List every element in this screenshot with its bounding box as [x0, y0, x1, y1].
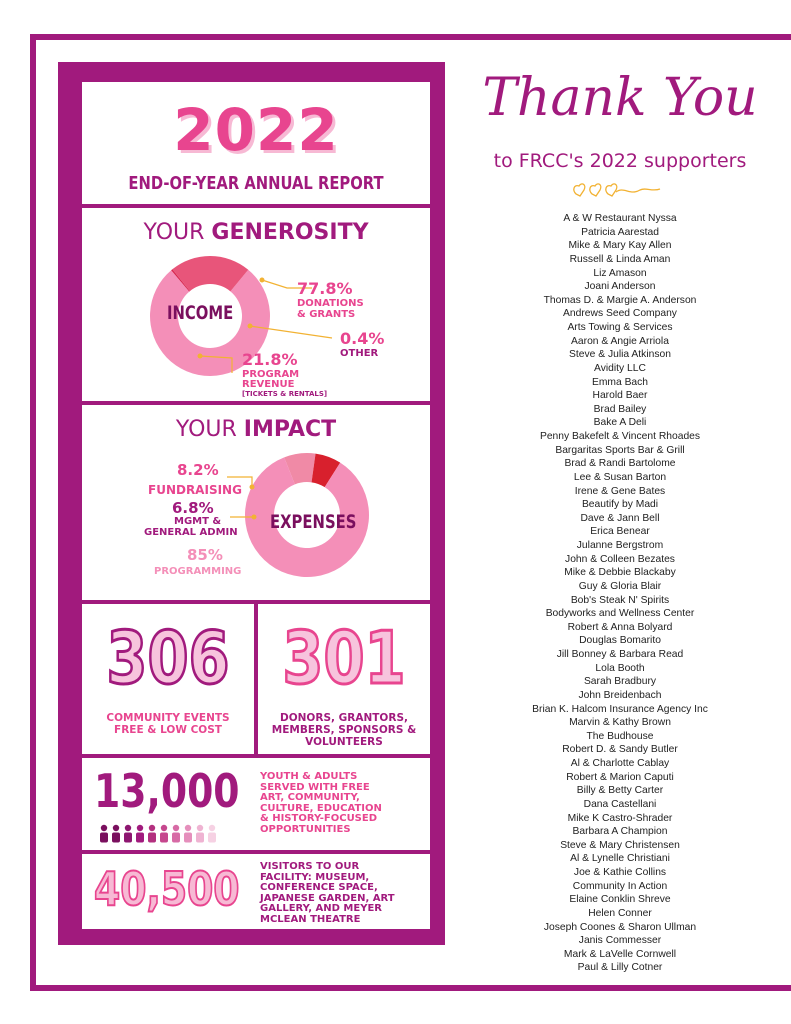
- supporter-name: A & W Restaurant Nyssa: [563, 213, 677, 224]
- supporter-name: Lee & Susan Barton: [573, 471, 667, 483]
- supporter-name: Robert & Anna Bolyard: [567, 621, 673, 633]
- admin-leader-dot: [252, 515, 257, 520]
- supporter-name: Beautify by Madi: [581, 499, 659, 511]
- person-icon: [196, 833, 204, 843]
- supporter-name: Guy & Gloria Blair: [578, 580, 662, 592]
- youth-description: YOUTH & ADULTS SERVED WITH FREE ART, COMMUNITY, CULTURE, EDUCATION & HISTORY-FOCUSED OPPORTUNITIES: [260, 771, 382, 835]
- title-card: [82, 82, 430, 204]
- supporter-name: Barbara A Champion: [572, 826, 668, 838]
- supporter-name: Dave & Jann Bell: [580, 512, 660, 524]
- supporter-name: Arts Towing & Services: [567, 322, 673, 333]
- programming-label: PROGRAMMING: [154, 566, 242, 577]
- report-year: 2022: [173, 96, 339, 164]
- supporter-name: Penny Bakefelt & Vincent Rhoades: [539, 431, 701, 442]
- person-icon: [184, 833, 192, 843]
- supporter-name: Liz Amason: [593, 267, 647, 279]
- supporter-name: Al & Lynelle Christiani: [570, 853, 670, 865]
- donors-caption-1: DONORS, GRANTORS,: [280, 712, 408, 724]
- person-icon: [209, 825, 215, 831]
- people-icons: [98, 824, 238, 844]
- person-icon: [136, 833, 144, 843]
- supporter-name: Mike & Debbie Blackaby: [564, 567, 676, 579]
- supporter-name: Community In Action: [572, 880, 668, 892]
- supporter-name: Lola Booth: [595, 662, 645, 674]
- programming-pct: 85%: [187, 546, 223, 564]
- thank-you-title: Thank You: [482, 68, 758, 128]
- supporter-name: John Breidenbach: [578, 689, 662, 701]
- supporter-name: Robert & Marion Caputi: [566, 771, 674, 783]
- person-icon: [185, 825, 191, 831]
- supporter-name: Bob's Steak N' Spirits: [570, 594, 670, 606]
- supporter-name: Steve & Julia Atkinson: [569, 349, 671, 361]
- youth-card: [82, 758, 430, 850]
- supporter-name: Douglas Bomarito: [579, 635, 661, 647]
- supporter-name: Erica Benear: [590, 526, 650, 538]
- donors-number: 301: [282, 616, 406, 700]
- person-icon: [208, 833, 216, 843]
- admin-label-1: MGMT &: [174, 516, 222, 527]
- supporter-name: Aaron & Angie Arriola: [571, 335, 669, 347]
- revenue-pct: 21.8%: [242, 350, 298, 369]
- person-icon: [112, 833, 120, 843]
- supporter-name: Billy & Betty Carter: [576, 785, 664, 797]
- income-label: INCOME: [167, 302, 234, 324]
- supporter-name: Jill Bonney & Barbara Read: [556, 649, 684, 660]
- supporter-name: Avidity LLC: [594, 362, 646, 374]
- generosity-heading: YOUR GENEROSITY: [143, 220, 369, 245]
- events-card: [82, 604, 254, 754]
- donors-card: [258, 604, 430, 754]
- supporter-name: The Budhouse: [586, 730, 654, 742]
- other-label: OTHER: [340, 348, 379, 359]
- supporter-name: Sarah Bradbury: [583, 676, 657, 688]
- person-icon: [113, 825, 119, 831]
- supporter-name: Julanne Bergstrom: [576, 540, 664, 551]
- events-number: 306: [106, 616, 230, 700]
- supporter-name: Paul & Lilly Cotner: [577, 962, 663, 974]
- admin-pct: 6.8%: [172, 499, 214, 517]
- other-pct: 0.4%: [340, 329, 385, 348]
- generosity-card: [82, 208, 430, 401]
- supporter-name: Marvin & Kathy Brown: [569, 717, 671, 729]
- supporter-name: Elaine Conklin Shreve: [569, 894, 671, 906]
- donations-pct: 77.8%: [297, 279, 353, 298]
- fundraising-leader-dot: [250, 485, 255, 490]
- revenue-note: [TICKETS & RENTALS]: [242, 390, 328, 398]
- donors-caption-3: VOLUNTEERS: [305, 736, 383, 748]
- person-icon: [172, 833, 180, 843]
- supporter-name: Joseph Coones & Sharon Ullman: [543, 921, 697, 933]
- supporter-name: Mike & Mary Kay Allen: [568, 240, 672, 252]
- supporter-name: Dana Castellani: [583, 798, 657, 810]
- person-icon: [161, 825, 167, 831]
- supporter-name: Thomas D. & Margie A. Anderson: [543, 294, 697, 306]
- donors-caption-2: MEMBERS, SPONSORS &: [271, 724, 417, 736]
- person-icon: [125, 825, 131, 831]
- person-icon: [173, 825, 179, 831]
- events-caption-2: FREE & LOW COST: [114, 724, 222, 736]
- person-icon: [101, 825, 107, 831]
- supporter-name: Joe & Kathie Collins: [573, 867, 667, 878]
- supporter-name: Joani Anderson: [584, 281, 656, 293]
- supporter-name: Bodyworks and Wellness Center: [545, 608, 695, 620]
- supporter-name: Brad & Randi Bartolome: [564, 458, 676, 470]
- supporter-name: Bake A Deli: [593, 417, 647, 429]
- events-caption-1: COMMUNITY EVENTS: [106, 712, 230, 724]
- donations-label-1: DONATIONS: [297, 298, 364, 309]
- supporter-name: Steve & Mary Christensen: [560, 839, 680, 851]
- visitors-description: VISITORS TO OUR FACILITY: MUSEUM, CONFERENCE SPACE, JAPANESE GARDEN, ART GALLERY, AND MEYER MCLEAN THEATRE: [260, 861, 395, 925]
- expenses-label: EXPENSES: [270, 511, 357, 533]
- youth-number: 13,000: [94, 764, 240, 818]
- revenue-label-2: REVENUE: [242, 379, 295, 390]
- fundraising-label: FUNDRAISING: [148, 483, 242, 497]
- thank-you-subtitle: to FRCC's 2022 supporters: [493, 150, 747, 172]
- impact-heading: YOUR IMPACT: [175, 417, 337, 442]
- supporter-name: Patricia Aarestad: [581, 226, 659, 238]
- expenses-donut-chart: [82, 405, 430, 600]
- revenue-label-1: PROGRAM: [242, 369, 300, 380]
- person-icon: [124, 833, 132, 843]
- person-icon: [137, 825, 143, 831]
- supporter-name: Mark & LaVelle Cornwell: [563, 948, 677, 960]
- supporter-name: Bargaritas Sports Bar & Grill: [555, 444, 685, 456]
- supporter-name: Brad Bailey: [593, 403, 647, 415]
- visitors-card: [82, 854, 430, 929]
- supporter-name: Harold Baer: [592, 390, 648, 402]
- supporter-name: Mike K Castro-Shrader: [567, 812, 673, 824]
- supporter-name: Robert D. & Sandy Butler: [562, 744, 678, 756]
- supporter-name: Helen Conner: [588, 907, 652, 919]
- supporter-name: Andrews Seed Company: [563, 308, 677, 320]
- person-icon: [197, 825, 203, 831]
- other-leader-dot: [248, 324, 253, 329]
- donations-leader-dot: [260, 278, 265, 283]
- hearts-icon: [570, 180, 670, 204]
- donations-label-2: & GRANTS: [297, 309, 356, 320]
- supporter-name: Emma Bach: [591, 376, 649, 388]
- supporter-name: Brian K. Halcom Insurance Agency Inc: [532, 703, 708, 715]
- supporters-list: [500, 212, 740, 975]
- supporter-name: Russell & Linda Aman: [569, 253, 671, 265]
- person-icon: [148, 833, 156, 843]
- person-icon: [160, 833, 168, 843]
- supporter-name: Janis Commesser: [578, 935, 662, 947]
- impact-card: [82, 405, 430, 600]
- supporter-name: Irene & Gene Bates: [574, 485, 666, 497]
- person-icon: [100, 833, 108, 843]
- supporter-name: Al & Charlotte Cablay: [570, 758, 670, 769]
- report-subtitle: END-OF-YEAR ANNUAL REPORT: [128, 173, 384, 194]
- person-icon: [149, 825, 155, 831]
- admin-label-2: GENERAL ADMIN: [144, 527, 238, 538]
- fundraising-pct: 8.2%: [177, 461, 219, 479]
- revenue-leader-dot: [198, 354, 203, 359]
- supporter-name: John & Colleen Bezates: [565, 553, 675, 565]
- visitors-number: 40,500: [94, 862, 240, 916]
